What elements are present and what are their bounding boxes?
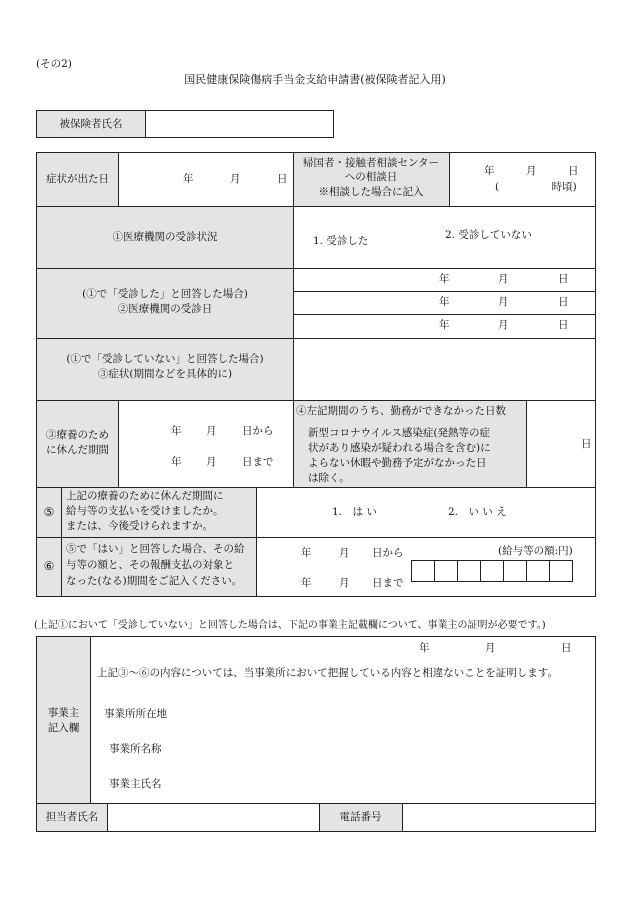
rest-from-year[interactable]: 年: [171, 425, 182, 437]
medical-visit-label: ①医療機関の受診状況: [112, 230, 218, 243]
unworkable-days-label: ④左記期間のうち、勤務ができなかった日数: [296, 405, 506, 417]
center-consult-date[interactable]: 年 月 日: [484, 165, 579, 177]
q6-label-line2: 与等の額と、その報酬支払の対象と: [66, 559, 234, 571]
symptom-year[interactable]: 年: [183, 173, 194, 185]
contact-person-field[interactable]: [108, 804, 318, 830]
unworkable-days-unit: 日: [581, 438, 592, 450]
q6-label-line3: なった(なる)期間をご記入ください。: [66, 575, 243, 587]
employer-table: [36, 636, 596, 832]
center-label-line1: 帰国者・接触者相談センター: [302, 157, 440, 169]
symptom-detail-label: ③症状(期間などを具体的に): [97, 368, 233, 380]
amount-digit-box[interactable]: [434, 560, 458, 582]
rest-from-suffix: 日から: [242, 425, 274, 437]
symptom-day[interactable]: 日: [277, 173, 288, 185]
rest-period-label-line1: ③療養のため: [46, 429, 109, 441]
employer-cert-day[interactable]: 日: [561, 642, 572, 654]
q6-number: ⑥: [43, 559, 55, 573]
office-address-label: 事業所所在地: [104, 708, 167, 720]
pay-to-year[interactable]: 年: [301, 577, 312, 589]
visit-month-3[interactable]: 月: [498, 319, 509, 331]
rest-from-month[interactable]: 月: [206, 425, 217, 437]
amount-digit-box[interactable]: [549, 560, 573, 582]
q6-label-line1: ⑤で「はい」と回答した場合、その給: [66, 543, 245, 555]
visit-date-condition: (①で「受診した」と回答した場合): [82, 288, 248, 300]
visit-year-2[interactable]: 年: [439, 296, 450, 308]
q5-number: ⑤: [43, 504, 55, 519]
pay-amount-label: (給与等の額:円): [498, 545, 573, 557]
amount-digit-box[interactable]: [526, 560, 550, 582]
visit-day-2[interactable]: 日: [558, 296, 569, 308]
employer-cert-month[interactable]: 月: [485, 642, 496, 654]
amount-digit-box[interactable]: [411, 560, 435, 582]
rest-to-year[interactable]: 年: [171, 456, 182, 468]
visit-day-1[interactable]: 日: [558, 273, 569, 285]
symptom-month[interactable]: 月: [230, 173, 241, 185]
center-label-line2: への相談日: [344, 171, 398, 183]
option-paid-no[interactable]: 2. い い え: [448, 506, 507, 518]
page-number-note: (その2): [36, 58, 72, 70]
option-not-visited[interactable]: 2. 受診していない: [445, 229, 532, 241]
amount-digit-box[interactable]: [457, 560, 481, 582]
q5-label-line2: 給与等の支払いを受けましたか。: [66, 505, 224, 517]
employer-side-label-line2: 記入欄: [47, 722, 80, 734]
employer-cert-year[interactable]: 年: [419, 642, 430, 654]
pay-to-month[interactable]: 月: [339, 577, 350, 589]
form-title: 国民健康保険傷病手当金支給申請書(被保険者記入用): [184, 73, 446, 86]
visit-month-1[interactable]: 月: [498, 273, 509, 285]
symptom-detail-field[interactable]: [294, 339, 595, 400]
owner-name-label: 事業主氏名: [109, 778, 162, 790]
unworkable-note-line1: 新型コロナウイルス感染症(発熱等の症: [308, 427, 490, 439]
option-paid-yes[interactable]: 1. は い: [332, 506, 377, 518]
symptom-date-label: 症状が出た日: [46, 173, 109, 185]
q5-label-line1: 上記の療養のために休んだ期間に: [66, 490, 224, 502]
insured-name-label: 被保険者氏名: [37, 111, 145, 137]
unworkable-note-line3: よらない休暇や勤務予定がなかった日: [308, 457, 487, 469]
unworkable-note-line2: 状があり感染が疑われる場合を含む)に: [308, 442, 491, 454]
pay-from-year[interactable]: 年: [301, 547, 312, 559]
office-name-label: 事業所名称: [109, 743, 162, 755]
visit-year-1[interactable]: 年: [439, 273, 450, 285]
employer-certify-text: 上記③～⑥の内容については、当事業所において把握している内容と相違ないことを証明します。: [97, 667, 558, 679]
center-consult-time[interactable]: ( 時頃): [495, 181, 577, 193]
employer-section-note: (上記①において「受診していない」と回答した場合は、下記の事業主記載欄について、事業主の証明が必要です。): [34, 620, 546, 631]
contact-person-label: 担当者氏名: [45, 810, 99, 823]
employer-side-label-line1: 事業主: [47, 707, 80, 719]
amount-digit-box[interactable]: [480, 560, 504, 582]
unworkable-note-line4: は除く。: [308, 472, 350, 484]
option-visited[interactable]: 1. 受診した: [313, 235, 369, 247]
pay-from-suffix: 日から: [372, 547, 404, 559]
amount-digit-box[interactable]: [503, 560, 527, 582]
insured-name-row: [36, 110, 334, 138]
rest-period-label-line2: に休んだ期間: [46, 444, 109, 456]
rest-to-suffix: 日まで: [242, 456, 274, 468]
center-label-line3: ※相談した場合に記入: [318, 186, 424, 198]
visit-year-3[interactable]: 年: [439, 319, 450, 331]
visit-day-3[interactable]: 日: [558, 319, 569, 331]
pay-from-month[interactable]: 月: [339, 547, 350, 559]
visit-month-2[interactable]: 月: [498, 296, 509, 308]
symptom-detail-condition: (①で「受診していない」と回答した場合): [66, 353, 264, 365]
rest-to-month[interactable]: 月: [206, 456, 217, 468]
pay-to-suffix: 日まで: [372, 577, 404, 589]
q5-label-line3: または、今後受けられますか。: [66, 520, 213, 532]
insured-name-field[interactable]: [146, 111, 333, 137]
visit-date-label: ②医療機関の受診日: [117, 303, 213, 315]
application-table: [36, 152, 596, 597]
phone-label: 電話番号: [339, 810, 382, 823]
phone-field[interactable]: [403, 804, 595, 830]
